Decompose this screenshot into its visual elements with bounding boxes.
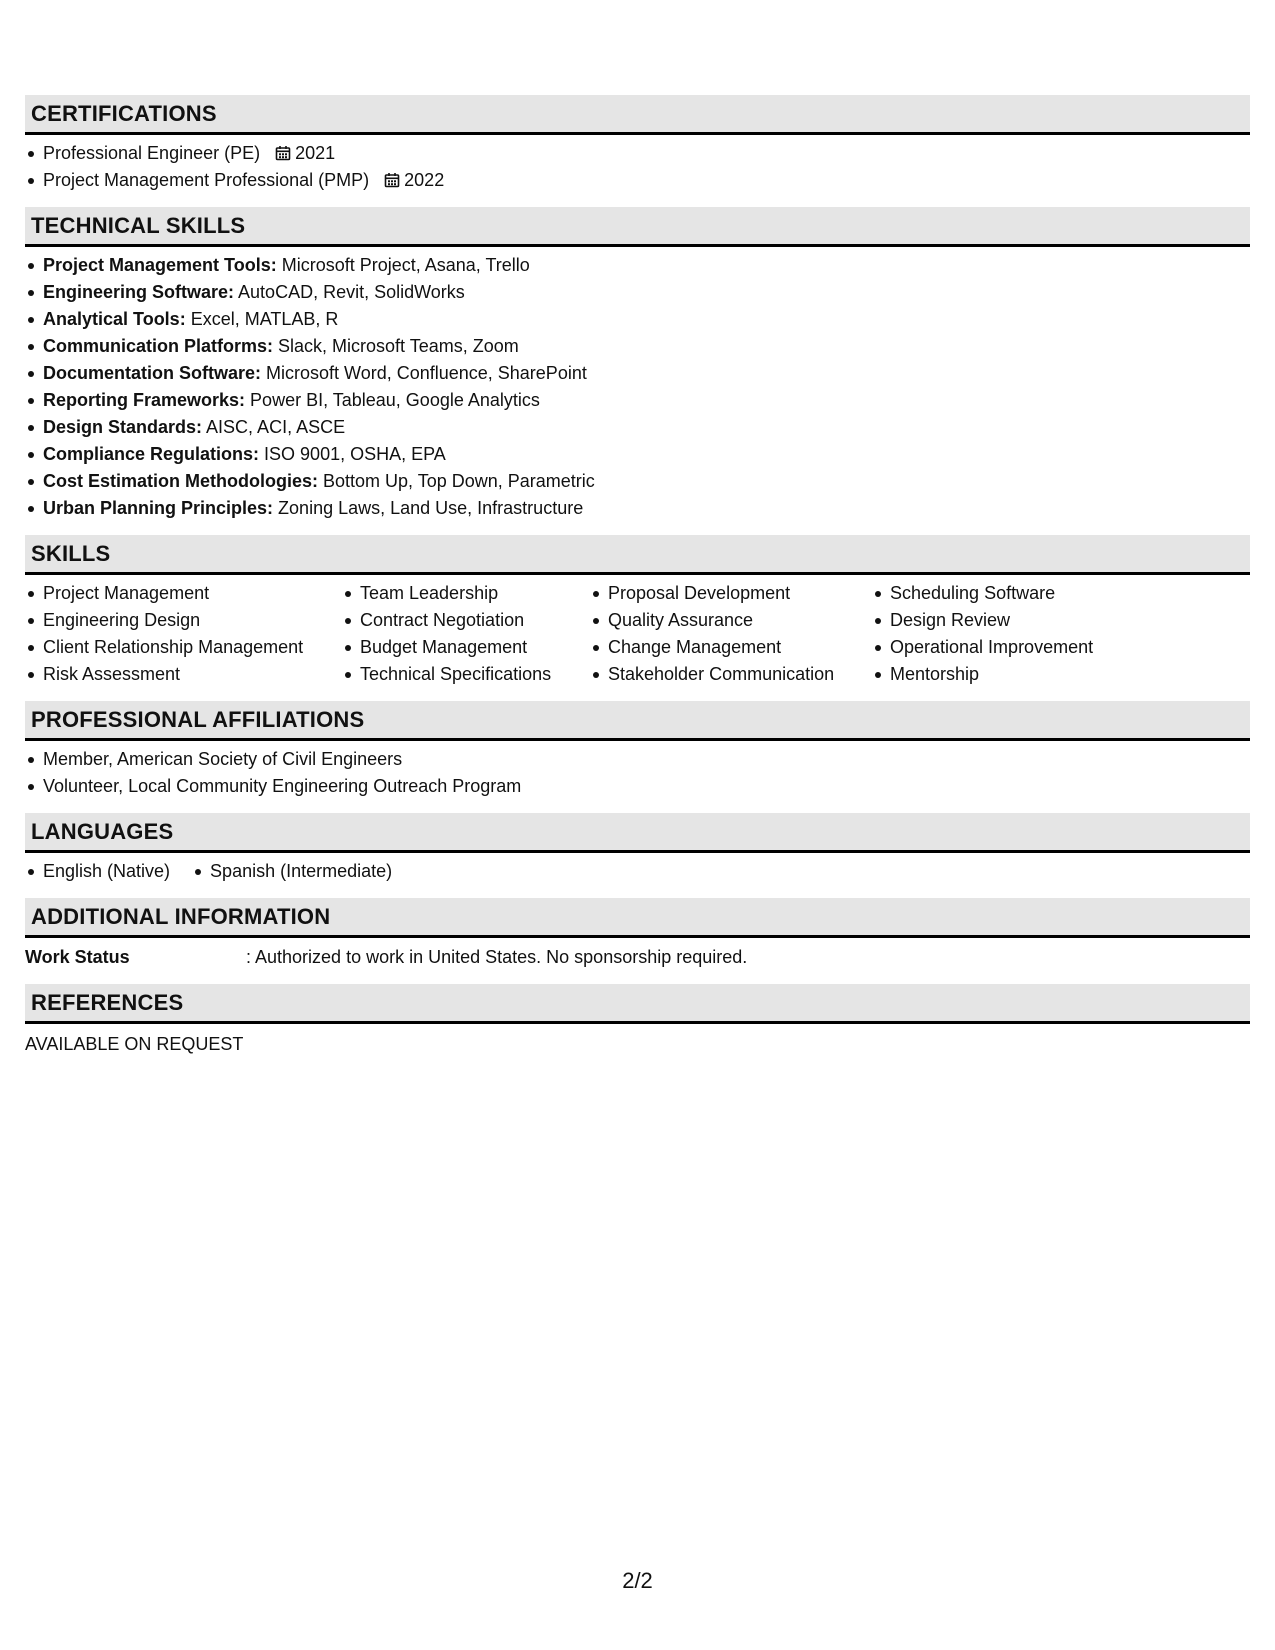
work-status-row <box>25 943 1250 971</box>
section-heading: LANGUAGES <box>25 813 1250 853</box>
list-item: Technical Specifications <box>342 661 590 688</box>
section-heading: SKILLS <box>25 535 1250 575</box>
list-item: Risk Assessment <box>25 661 342 688</box>
resume-page <box>25 95 1250 1070</box>
skill-category: Project Management Tools: <box>43 255 277 275</box>
list-item <box>25 306 1250 333</box>
list-item: Client Relationship Management <box>25 634 342 661</box>
skill-values: Bottom Up, Top Down, Parametric <box>318 471 595 491</box>
list-item: Scheduling Software <box>872 580 1172 607</box>
page-number: 2/2 <box>622 1568 653 1593</box>
skills-column <box>25 580 342 688</box>
work-status-value: : Authorized to work in United States. No sponsorship required. <box>246 947 748 967</box>
list-item <box>25 495 1250 522</box>
technical-skills-section <box>25 207 1250 522</box>
list-item <box>25 333 1250 360</box>
skill-values: Microsoft Project, Asana, Trello <box>276 255 530 275</box>
list-item: Mentorship <box>872 661 1172 688</box>
section-heading: PROFESSIONAL AFFILIATIONS <box>25 701 1250 741</box>
list-item <box>25 414 1250 441</box>
section-heading: REFERENCES <box>25 984 1250 1024</box>
skill-category: Design Standards: <box>43 417 203 437</box>
skill-category: Analytical Tools: <box>43 309 186 329</box>
list-item <box>25 252 1250 279</box>
list-item <box>25 387 1250 414</box>
skills-columns <box>25 580 1250 688</box>
list-item: Project Management <box>25 580 342 607</box>
list-item: Quality Assurance <box>590 607 872 634</box>
skill-category: Documentation Software: <box>43 363 262 383</box>
list-item: Contract Negotiation <box>342 607 590 634</box>
section-heading: CERTIFICATIONS <box>25 95 1250 135</box>
list-item: Stakeholder Communication <box>590 661 872 688</box>
skill-category: Engineering Software: <box>43 282 235 302</box>
list-item <box>25 360 1250 387</box>
list-item: Team Leadership <box>342 580 590 607</box>
technical-skills-list <box>25 252 1250 522</box>
skill-category: Urban Planning Principles: <box>43 498 274 518</box>
references-section <box>25 984 1250 1057</box>
list-item: Design Review <box>872 607 1172 634</box>
languages-list <box>25 858 1250 885</box>
list-item <box>25 140 1250 167</box>
skills-column <box>872 580 1172 688</box>
calendar-icon <box>384 172 400 188</box>
skill-values: AutoCAD, Revit, SolidWorks <box>234 282 465 302</box>
list-item: Spanish (Intermediate) <box>192 858 392 885</box>
skill-values: AISC, ACI, ASCE <box>202 417 346 437</box>
certification-year: 2021 <box>295 143 336 163</box>
skills-column <box>590 580 872 688</box>
skill-category: Reporting Frameworks: <box>43 390 246 410</box>
skill-values: ISO 9001, OSHA, EPA <box>259 444 446 464</box>
work-status-label: Work Status <box>25 947 130 967</box>
list-item: Change Management <box>590 634 872 661</box>
certification-name: Project Management Professional (PMP) <box>43 170 370 190</box>
certification-name: Professional Engineer (PE) <box>43 143 261 163</box>
affiliations-list <box>25 746 1250 800</box>
list-item <box>25 468 1250 495</box>
affiliations-section <box>25 701 1250 800</box>
list-item <box>25 441 1250 468</box>
skills-column <box>342 580 590 688</box>
list-item: Operational Improvement <box>872 634 1172 661</box>
list-item: Member, American Society of Civil Engineers <box>25 746 1250 773</box>
skill-values: Power BI, Tableau, Google Analytics <box>245 390 540 410</box>
skills-section <box>25 535 1250 688</box>
skill-values: Slack, Microsoft Teams, Zoom <box>273 336 519 356</box>
list-item: English (Native) <box>25 858 170 885</box>
section-heading: ADDITIONAL INFORMATION <box>25 898 1250 938</box>
skill-category: Compliance Regulations: <box>43 444 260 464</box>
list-item: Proposal Development <box>590 580 872 607</box>
certifications-list <box>25 140 1250 194</box>
list-item <box>25 279 1250 306</box>
list-item: Budget Management <box>342 634 590 661</box>
list-item: Volunteer, Local Community Engineering Outreach Program <box>25 773 1250 800</box>
languages-section <box>25 813 1250 885</box>
skill-values: Excel, MATLAB, R <box>185 309 339 329</box>
section-heading: TECHNICAL SKILLS <box>25 207 1250 247</box>
skill-values: Microsoft Word, Confluence, SharePoint <box>261 363 587 383</box>
references-text: AVAILABLE ON REQUEST <box>25 1034 244 1054</box>
certifications-section <box>25 95 1250 194</box>
skill-category: Communication Platforms: <box>43 336 274 356</box>
list-item: Engineering Design <box>25 607 342 634</box>
skill-category: Cost Estimation Methodologies: <box>43 471 319 491</box>
skill-values: Zoning Laws, Land Use, Infrastructure <box>273 498 584 518</box>
certification-year: 2022 <box>404 170 445 190</box>
additional-info-section <box>25 898 1250 971</box>
list-item <box>25 167 1250 194</box>
calendar-icon <box>275 145 291 161</box>
